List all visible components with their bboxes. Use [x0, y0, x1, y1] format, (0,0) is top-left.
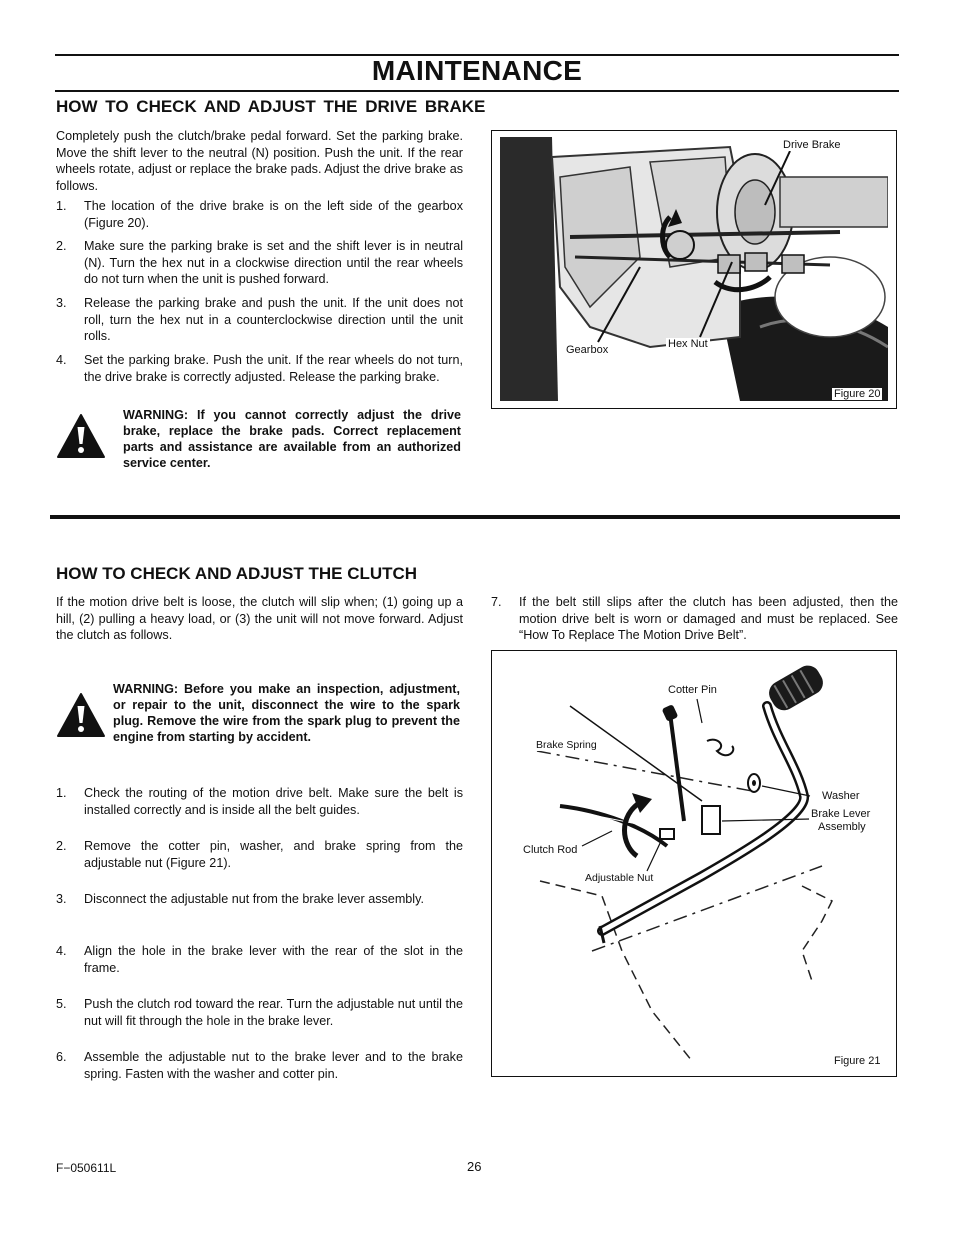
- label-adjustable-nut: Adjustable Nut: [585, 872, 654, 884]
- step-number: 1.: [56, 786, 67, 800]
- step-text: Remove the cotter pin, washer, and brake spring from the adjustable nut (Figure 21).: [84, 839, 463, 870]
- warning-icon: [56, 692, 106, 738]
- step-number: 6.: [56, 1050, 67, 1064]
- clutch-step: [491, 594, 898, 644]
- step-text: The location of the drive brake is on the left side of the gearbox (Figure 20).: [84, 199, 463, 230]
- footer-code: F−050611L: [56, 1161, 117, 1175]
- clutch-illustration: [492, 651, 895, 1075]
- step-text: Assemble the adjustable nut to the brake lever and to the brake spring. Fasten with the washer and cotter pin.: [84, 1050, 463, 1081]
- label-hex-nut: Hex Nut: [668, 338, 708, 350]
- clutch-step: [56, 838, 463, 872]
- step-text: Disconnect the adjustable nut from the brake lever assembly.: [84, 892, 424, 906]
- step-number: 4.: [56, 353, 67, 367]
- drive-brake-step: [56, 352, 463, 402]
- label-brake-lever-line1: Brake Lever: [811, 808, 871, 820]
- step-text: Make sure the parking brake is set and the shift lever is in neutral (N). Turn the hex nut in a clockwise direction until the rear wheels do not turn when the unit is pushed forward.: [84, 239, 463, 286]
- section-heading-drive-brake: HOW TO CHECK AND ADJUST THE DRIVE BRAKE: [56, 97, 486, 116]
- label-brake-lever-line2: Assembly: [818, 821, 866, 833]
- label-brake-spring: Brake Spring: [536, 739, 597, 751]
- step-number: 3.: [56, 296, 67, 310]
- label-cotter-pin: Cotter Pin: [668, 684, 717, 696]
- drive-brake-step: [56, 198, 463, 232]
- step-text: Check the routing of the motion drive belt. Make sure the belt is installed correctly and is inside all the belt guides.: [84, 786, 463, 817]
- step-number: 7.: [491, 595, 502, 609]
- clutch-warning: WARNING: Before you make an inspection, adjustment, or repair to the unit, disconnect the wire to the spark plug. Remove the wire from the spark plug to prevent the engine from starting by accident.: [113, 682, 460, 744]
- step-number: 1.: [56, 199, 67, 213]
- step-number: 4.: [56, 944, 67, 958]
- figure-21: [491, 650, 897, 1077]
- label-clutch-rod: Clutch Rod: [523, 844, 578, 856]
- step-text: Align the hole in the brake lever with the rear of the slot in the frame.: [84, 944, 463, 975]
- drive-brake-step: [56, 238, 463, 288]
- drive-brake-intro: Completely push the clutch/brake pedal forward. Set the parking brake. Move the shift lever to the neutral (N) position. Push the unit. If the rear wheels rotate, adjust or replace the brake pads. Adjust the drive brake as follows.: [56, 129, 463, 193]
- step-number: 5.: [56, 997, 67, 1011]
- step-text: Push the clutch rod toward the rear. Turn the adjustable nut until the nut will fit through the hole in the brake lever.: [84, 997, 463, 1028]
- clutch-step: [56, 891, 463, 925]
- step-number: 2.: [56, 839, 67, 853]
- warning-icon: [56, 413, 106, 459]
- label-gearbox: Gearbox: [566, 344, 609, 356]
- clutch-intro: If the motion drive belt is loose, the clutch will slip when; (1) going up a hill, (2) pulling a heavy load, or (3) the unit will not move forward. Adjust the clutch as follows.: [56, 595, 463, 642]
- step-text: Release the parking brake and push the unit. If the unit does not roll, turn the hex nut in a counterclockwise direction until the unit rolls.: [84, 296, 463, 343]
- step-number: 2.: [56, 239, 67, 253]
- page-number: 26: [467, 1159, 482, 1174]
- label-washer: Washer: [822, 790, 860, 802]
- figure-caption: Figure 21: [834, 1055, 881, 1067]
- clutch-step: [56, 785, 463, 819]
- step-number: 3.: [56, 892, 67, 906]
- page-title: MAINTENANCE: [371, 55, 583, 86]
- step-text: If the belt still slips after the clutch has been adjusted, then the motion drive belt is worn or damaged and must be replaced. See “How To Replace The Motion Drive Belt”.: [519, 595, 898, 642]
- figure-caption: Figure 20: [834, 388, 881, 400]
- figure-20: [491, 130, 897, 409]
- label-drive-brake: Drive Brake: [783, 139, 841, 151]
- drive-brake-warning: WARNING: If you cannot correctly adjust the drive brake, replace the brake pads. Correct replacement parts and assistance are available from an authorized service center.: [123, 408, 461, 470]
- header-rule-bottom: [55, 90, 899, 92]
- drive-brake-step: [56, 295, 463, 345]
- clutch-step: [56, 1049, 463, 1083]
- section-heading-clutch: HOW TO CHECK AND ADJUST THE CLUTCH: [56, 564, 418, 583]
- clutch-step: [56, 943, 463, 977]
- drive-brake-illustration: [500, 137, 888, 401]
- section-divider: [50, 515, 900, 519]
- clutch-step: [56, 996, 463, 1030]
- step-text: Set the parking brake. Push the unit. If the rear wheels do not turn, the drive brake is correctly adjusted. Release the parking brake.: [84, 353, 463, 384]
